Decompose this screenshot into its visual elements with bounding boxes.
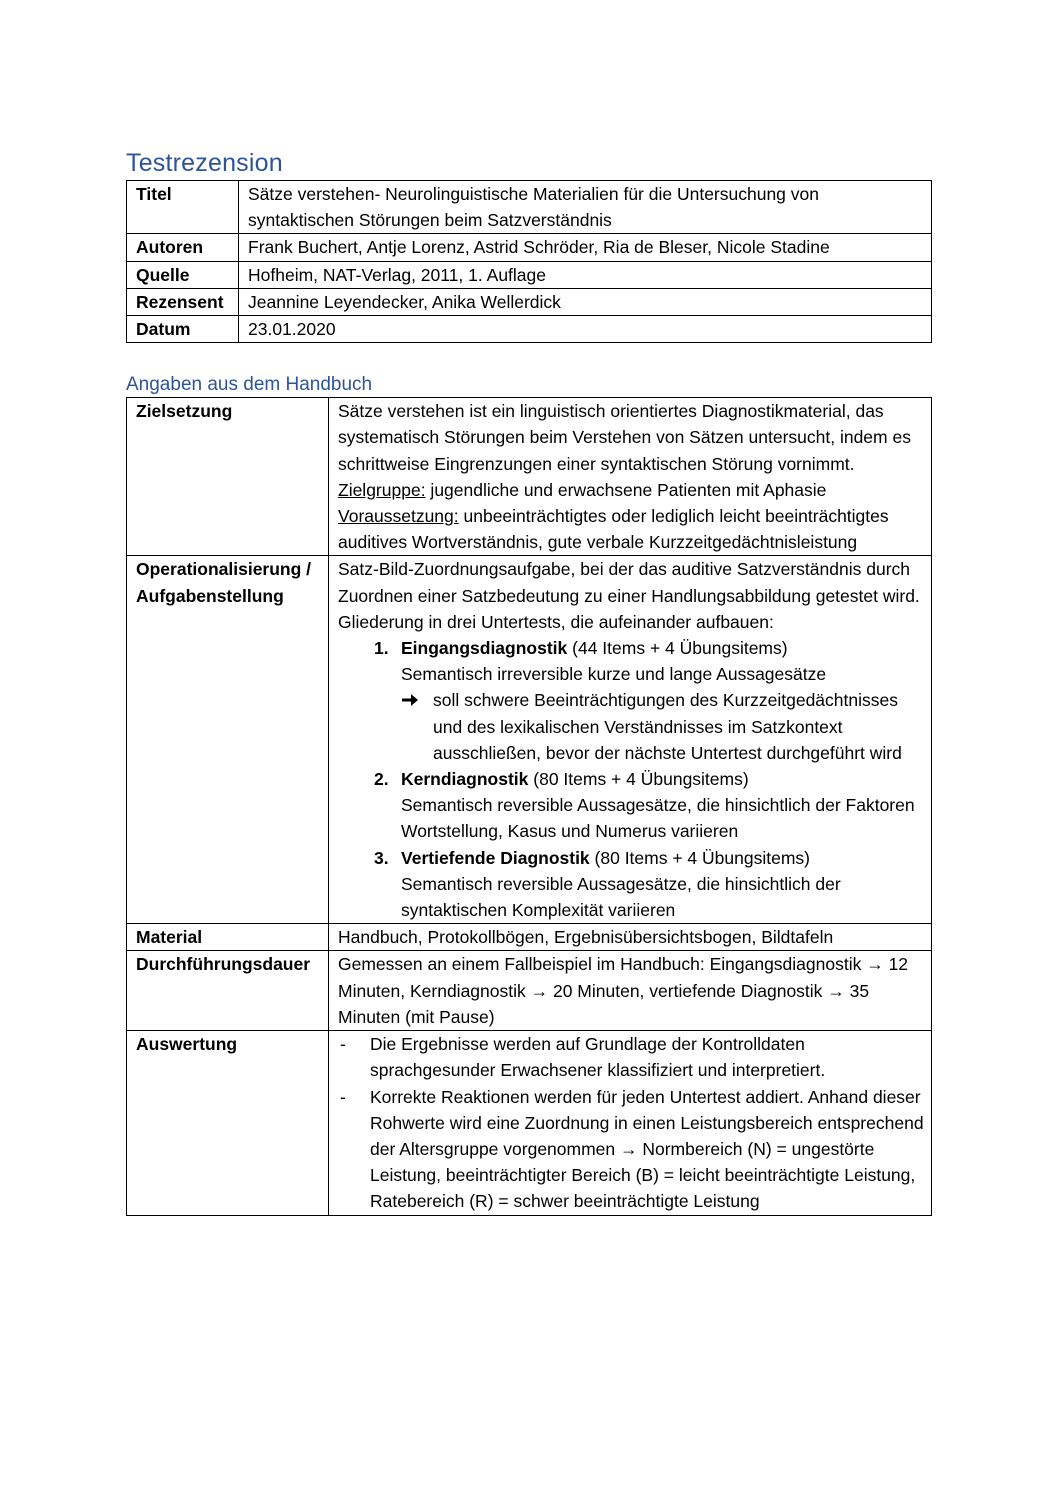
table-row [127,234,932,261]
zielgruppe-text: jugendliche und erwachsene Patienten mit Aphasie [425,479,827,500]
operationalisierung-cell [329,556,932,924]
item-count: (80 Items + 4 Übungsitems) [589,847,810,868]
zielgruppe-label: Zielgruppe: [338,479,426,500]
row-label: Quelle [127,261,239,288]
operationalisierung-intro: Satz-Bild-Zuordnungsaufgabe, bei der das auditive Satzverständnis durch Zuordnen einer Satzbedeutung zu einer Handlungsabbildung getestet wird. [338,559,920,606]
material-cell: Handbuch, Protokollbögen, Ergebnisübersichtsbogen, Bildtafeln [329,924,932,951]
bullet-text: Die Ergebnisse werden auf Grundlage der Kontrolldaten sprachgesunder Erwachsener klassifiziert und interpretiert. [370,1034,826,1081]
item-count: (44 Items + 4 Übungsitems) [567,638,788,659]
item-number: 2. [374,769,389,790]
list-item [338,1031,925,1083]
list-item [374,635,925,766]
row-label: Zielsetzung [127,398,329,556]
table-row [127,181,932,234]
row-label: Datum [127,316,239,343]
subtest-list [338,635,925,923]
list-item [374,766,925,845]
list-item [338,1084,925,1215]
row-label: Rezensent [127,288,239,315]
table-row [127,556,932,924]
arrow-note [401,687,925,766]
table-row [127,398,932,556]
item-name: Vertiefende Diagnostik [401,847,590,868]
table-row [127,1031,932,1215]
item-name: Kerndiagnostik [401,769,529,790]
zielsetzung-text: Sätze verstehen ist ein linguistisch orientiertes Diagnostikmaterial, das systematisch Störungen beim Verstehen von Sätzen untersucht, indem es schrittweise Eingrenzungen einer syntaktischen Störung vornimmt. [338,401,911,474]
row-label: Autoren [127,234,239,261]
metadata-table [126,180,932,343]
item-desc: Semantisch reversible Aussagesätze, die hinsichtlich der Faktoren Wortstellung, Kasus und Numerus variieren [401,795,915,842]
item-desc: Semantisch irreversible kurze und lange Aussagesätze [401,664,827,685]
zielgruppe-line [338,477,925,503]
row-value: Hofheim, NAT-Verlag, 2011, 1. Auflage [239,261,932,288]
row-label: Titel [127,181,239,234]
arrow-right-icon [401,687,419,720]
voraussetzung-text: unbeeinträchtigtes oder lediglich leicht beeinträchtigtes auditives Wortverständnis, gute verbale Kurzzeitgedächtnisleistung [338,506,889,553]
auswertung-list [338,1031,925,1214]
table-row [127,288,932,315]
handbook-table [126,397,932,1215]
dash-bullet: - [340,1086,346,1107]
row-value: Jeannine Leyendecker, Anika Wellerdick [239,288,932,315]
row-label: Material [127,924,329,951]
table-row [127,951,932,1031]
gliederung-text: Gliederung in drei Untertests, die aufeinander aufbauen: [338,611,774,632]
item-desc: Semantisch reversible Aussagesätze, die hinsichtlich der syntaktischen Komplexität variieren [401,873,841,921]
list-item [374,845,925,924]
dash-bullet: - [340,1034,346,1055]
row-value: Sätze verstehen- Neurolinguistische Materialien für die Untersuchung von syntaktischen Störungen beim Satzverständnis [239,181,932,234]
zielsetzung-cell [329,398,932,556]
table-row [127,316,932,343]
table-row [127,261,932,288]
dauer-cell: Gemessen an einem Fallbeispiel im Handbuch: Eingangsdiagnostik → 12 Minuten, Kerndiagnostik → 20 Minuten, vertiefende Diagnostik → 35 Minuten (mit Pause) [329,951,932,1031]
item-count: (80 Items + 4 Übungsitems) [528,769,749,790]
arrow-note-text: soll schwere Beeinträchtigungen des Kurzzeitgedächtnisses und des lexikalischen Verständnisses im Satzkontext ausschließen, bevor der nächste Untertest durchgeführt wird [433,690,902,763]
voraussetzung-label: Voraussetzung: [338,506,459,527]
row-label: Operationalisierung / Aufgabenstellung [127,556,329,924]
document-page [126,146,932,1216]
row-label: Durchführungsdauer [127,951,329,1031]
row-value: Frank Buchert, Antje Lorenz, Astrid Schröder, Ria de Bleser, Nicole Stadine [239,234,932,261]
voraussetzung-line [338,503,925,555]
item-number: 3. [374,847,389,868]
table-row [127,924,932,951]
row-value: 23.01.2020 [239,316,932,343]
item-name: Eingangsdiagnostik [401,638,568,659]
section-title: Angaben aus dem Handbuch [126,374,373,396]
auswertung-cell [329,1031,932,1215]
document-title: Testrezension [126,149,283,177]
item-number: 1. [374,638,389,659]
row-label: Auswertung [127,1031,329,1215]
bullet-text: Korrekte Reaktionen werden für jeden Untertest addiert. Anhand dieser Rohwerte wird eine Zuordnung in einen Leistungsbereich entsprechend der Altersgruppe vorgenommen → Normbereich (N) = ungestörte Leistung, beeinträchtigter Bereich (B) = leicht beeinträchtigte Leistung, Ratebereich (R) = schwer beeinträchtigte Leistung [370,1086,924,1212]
